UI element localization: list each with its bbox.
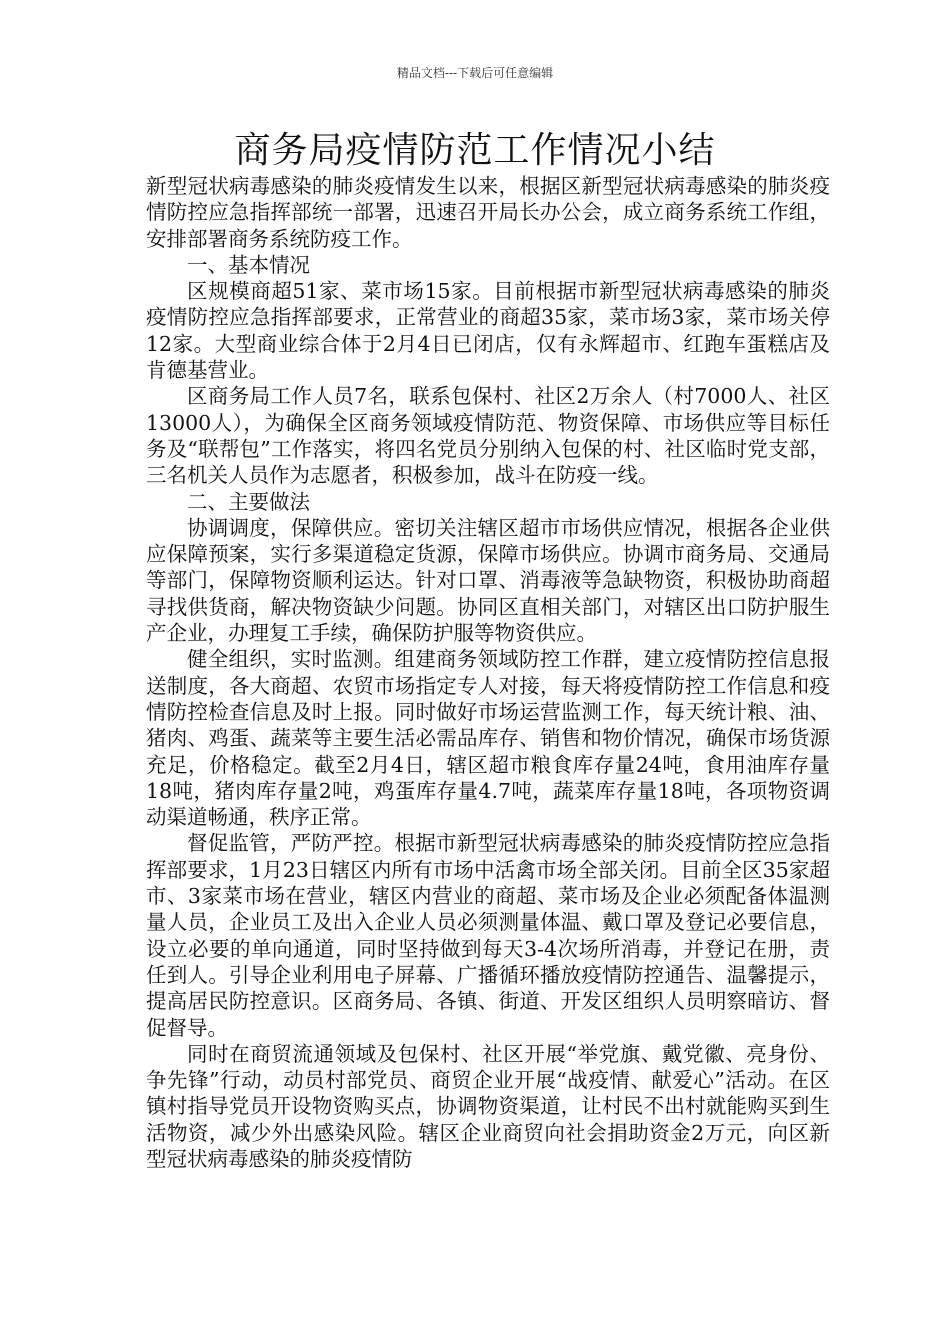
paragraph-party-action: 同时在商贸流通领域及包保村、社区开展“举党旗、戴党徽、亮身份、争先锋”行动，动员村部党员、商贸企业开展“战疫情、献爱心”活动。在区镇村指导党员开设物资购买点，协调物资渠道，让村民不出村就能购买到生活物资，减少外出感染风险。辖区企业商贸向社会捐助资金2万元，向区新型冠状病毒感染的肺炎疫情防	[146, 1041, 830, 1171]
paragraph-supervision: 督促监管，严防严控。根据市新型冠状病毒感染的肺炎疫情防控应急指挥部要求，1月23日辖区内所有市场中活禽市场全部关闭。目前全区35家超市、3家菜市场在营业，辖区内营业的商超、菜市场及企业必须配备体温测量人员，企业员工及出入企业人员必须测量体温、戴口罩及登记必要信息，设立必要的单向通道，同时坚持做到每天3-4次场所消毒，并登记在册，责任到人。引导企业利用电子屏幕、广播循环播放疫情防控通告、温馨提示，提高居民防控意识。区商务局、各镇、街道、开发区组织人员明察暗访、督促督导。	[146, 831, 830, 1040]
header-note: 精品文档---下载后可任意编辑	[396, 66, 554, 80]
section-heading-basic: 一、基本情况	[187, 252, 310, 277]
paragraph-staff: 区商务局工作人员7名，联系包保村、社区2万余人（村7000人、社区13000人），为确保全区商务领域疫情防范、物资保障、市场供应等目标任务及“联帮包”工作落实，将四名党员分别纳入包保的村、社区临时党支部，三名机关人员作为志愿者，积极参加，战斗在防疫一线。	[146, 384, 830, 488]
intro-paragraph: 新型冠状病毒感染的肺炎疫情发生以来，根据区新型冠状病毒感染的肺炎疫情防控应急指挥部统一部署，迅速召开局长办公会，成立商务系统工作组，安排部署商务系统防疫工作。	[146, 174, 830, 251]
section-heading-measures: 二、主要做法	[187, 489, 310, 514]
paragraph-supply: 协调调度，保障供应。密切关注辖区超市市场供应情况，根据各企业供应保障预案，实行多渠道稳定货源，保障市场供应。协调市商务局、交通局等部门，保障物资顺利运达。针对口罩、消毒液等急缺物资，积极协助商超寻找供货商，解决物资缺少问题。协同区直相关部门，对辖区出口防护服生产企业，办理复工手续，确保防护服等物资供应。	[146, 515, 830, 646]
paragraph-monitoring: 健全组织，实时监测。组建商务领域防控工作群，建立疫情防控信息报送制度，各大商超、农贸市场指定专人对接，每天将疫情防控工作信息和疫情防控检查信息及时上报。同时做好市场运营监测工作，每天统计粮、油、猪肉、鸡蛋、蔬菜等主要生活必需品库存、销售和物价情况，确保市场货源充足，价格稳定。截至2月4日，辖区超市粮食库存量24吨，食用油库存量18吨，猪肉库存量2吨，鸡蛋库存量4.7吨，蔬菜库存量18吨，各项物资调动渠道畅通，秩序正常。	[146, 647, 830, 830]
paragraph-market-count: 区规模商超51家、菜市场15家。目前根据市新型冠状病毒感染的肺炎疫情防控应急指挥部要求，正常营业的商超35家，菜市场3家，菜市场关停12家。大型商业综合体于2月4日已闭店，仅有永辉超市、红跑车蛋糕店及肯德基营业。	[146, 279, 830, 383]
document-title: 商务局疫情防范工作情况小结	[234, 130, 716, 171]
document-body	[146, 173, 830, 1172]
